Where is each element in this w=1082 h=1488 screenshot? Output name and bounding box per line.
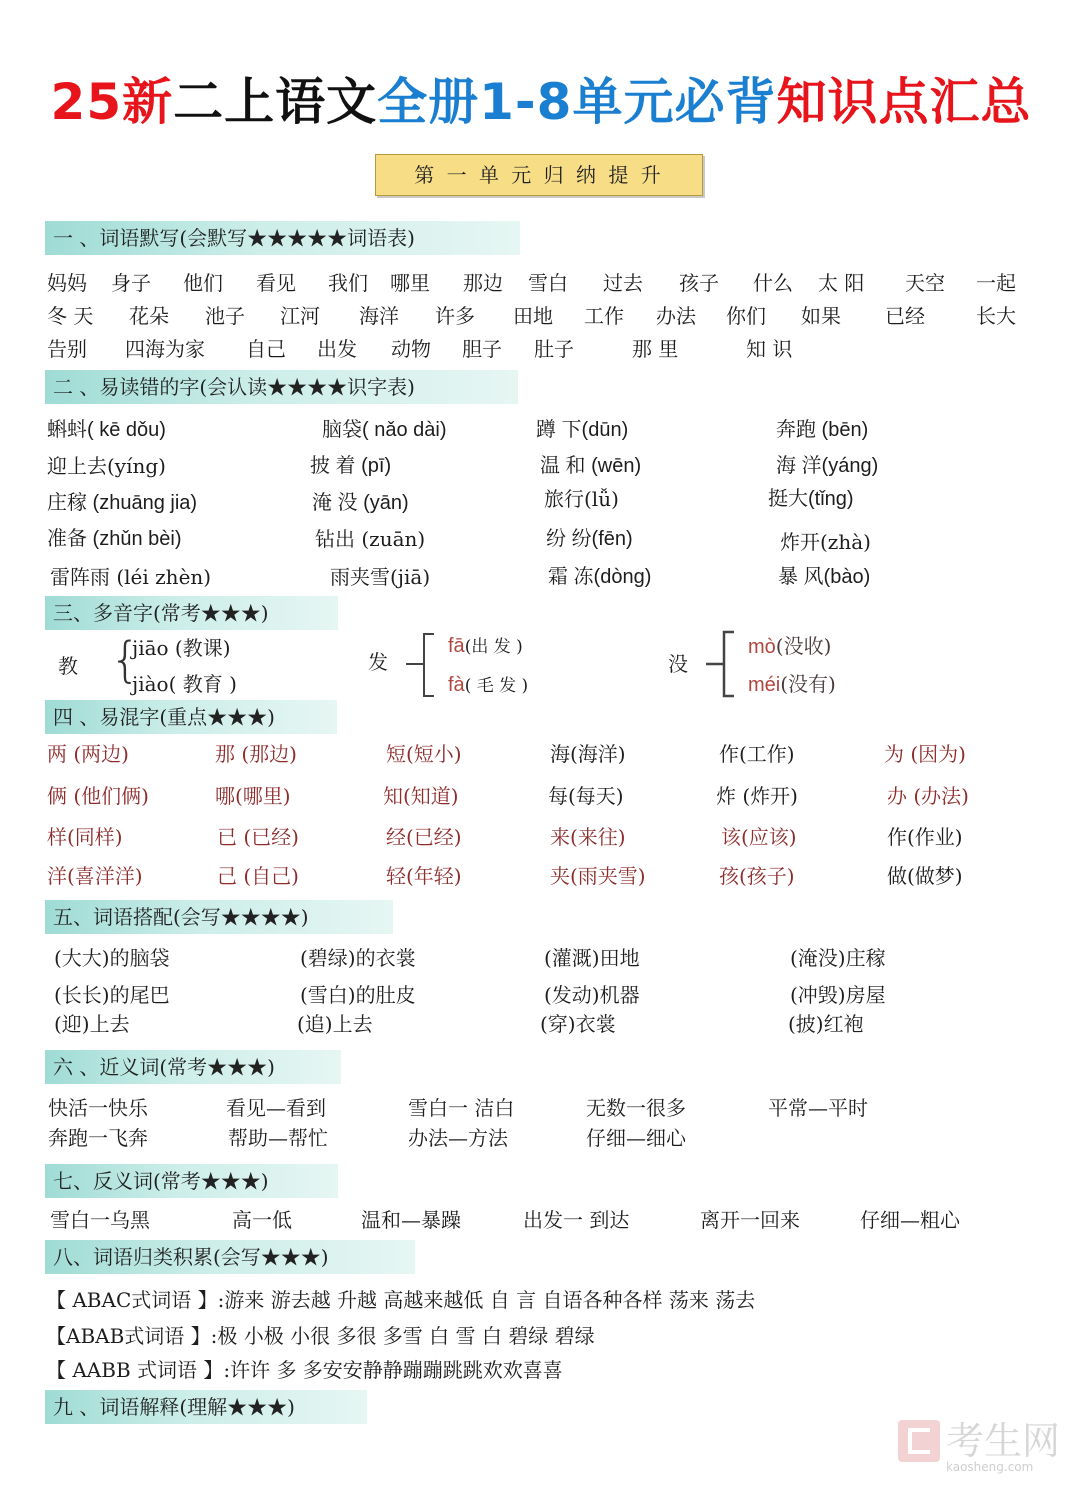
category-label: 【 ABAC式词语 】: [46, 1288, 218, 1312]
polyphone-reading: [748, 672, 836, 697]
word: 什么: [753, 271, 793, 295]
polyphone-reading: [748, 634, 831, 659]
collocation: (碧绿)的衣裳: [300, 946, 416, 970]
confusable: 经(已经): [386, 825, 462, 849]
synonym-pair: 办法—方法: [408, 1126, 508, 1150]
word: 孩子: [679, 271, 719, 295]
pinyin-item: 挺大(tǐng): [768, 488, 854, 510]
word: 过去: [603, 271, 643, 295]
word: 天空: [905, 271, 945, 295]
page-title: [0, 62, 1082, 134]
collocation: (淹没)庄稼: [790, 946, 886, 970]
confusable: 办 (办法): [887, 784, 969, 808]
title-part-3: 全册1-8单元必背: [377, 73, 777, 131]
pinyin: fà: [448, 674, 465, 696]
confusable: 每(每天): [548, 784, 624, 808]
polyphone-reading: [448, 672, 528, 698]
confusable: 轻(年轻): [386, 864, 462, 888]
synonym-pair: 快活一快乐: [48, 1096, 148, 1120]
word: 一起: [976, 271, 1016, 295]
s1-row-1: [0, 271, 1082, 295]
synonym-pair: 看见—看到: [226, 1096, 326, 1120]
polyphone-char-mei: 没: [668, 652, 688, 676]
collocation: (大大)的脑袋: [54, 946, 170, 970]
pinyin-item: 蹲 下(dūn): [536, 419, 629, 441]
bracket-icon: [400, 632, 440, 700]
antonym-pair: 出发一 到达: [523, 1208, 630, 1232]
word: 雪白: [528, 271, 568, 295]
collocation: (长长)的尾巴: [54, 983, 170, 1007]
pinyin-item: 奔跑 (bēn): [776, 419, 869, 441]
s5-row-1: [0, 946, 1082, 972]
pinyin-item: 披 着 (pī): [310, 455, 392, 477]
unit-label: 第 一 单 元 归 纳 提 升: [375, 154, 703, 196]
confusable: 做(做梦): [887, 864, 963, 888]
section-1-header: 一 、词语默写(会默写★★★★★词语表): [45, 221, 520, 255]
word: 出发: [317, 337, 357, 361]
word: 告别: [47, 337, 87, 361]
collocation: (冲毁)房屋: [790, 983, 886, 1007]
word: 田地: [513, 304, 553, 328]
collocation: (雪白)的肚皮: [300, 983, 416, 1007]
category-label: 【 AABB 式词语 】: [46, 1358, 224, 1382]
synonym-pair: 仔细—细心: [586, 1126, 686, 1150]
word: 已经: [885, 304, 925, 328]
word: 如果: [801, 304, 841, 328]
kaosheng-logo-icon: [898, 1420, 940, 1462]
pinyin-item: 淹 没 (yān): [312, 492, 409, 514]
collocation: (穿)衣裳: [540, 1012, 616, 1036]
s2-row-5: [0, 565, 1082, 591]
antonym-pair: 离开一回来: [700, 1208, 800, 1232]
collocation: (迎)上去: [54, 1012, 130, 1036]
pinyin-item: 纷 纷(fēn): [546, 528, 633, 550]
confusable: 已 (已经): [217, 825, 299, 849]
word: 办法: [656, 304, 696, 328]
confusable: 洋(喜洋洋): [47, 864, 143, 888]
category-words: :许许 多 多安安静静蹦蹦跳跳欢欢喜喜: [223, 1358, 563, 1382]
pinyin-item: 准备 (zhǔn bèi): [47, 528, 182, 550]
word: 知 识: [746, 337, 793, 361]
confusable: 孩(孩子): [719, 864, 795, 888]
s1-row-2: [0, 304, 1082, 328]
word: 工作: [584, 304, 624, 328]
polyphone-reading: [448, 633, 523, 659]
watermark-text: 考生网: [946, 1419, 1061, 1463]
antonym-pair: 高一低: [232, 1208, 292, 1232]
confusable: 为 (因为): [884, 742, 966, 766]
polyphone-char-jiao: 教: [58, 654, 78, 678]
pinyin: mò: [748, 636, 776, 658]
pinyin-item: 炸开(zhà): [780, 530, 871, 554]
word: 自己: [246, 337, 286, 361]
example: (出 发 ): [464, 637, 523, 657]
word: 哪里: [390, 271, 430, 295]
pinyin-item: 蝌蚪( kē dǒu): [47, 419, 166, 441]
confusable: 哪(哪里): [215, 784, 291, 808]
antonym-pair: 温和—暴躁: [361, 1208, 461, 1232]
synonym-pair: 奔跑一飞奔: [48, 1126, 148, 1150]
s2-row-3: [0, 487, 1082, 517]
s5-row-2: [0, 983, 1082, 1009]
category-words: :游来 游去越 升越 高越来越低 自 言 自语各种各样 荡来 荡去: [217, 1288, 756, 1312]
confusable: 那 (那边): [215, 742, 297, 766]
word: 那边: [463, 271, 503, 295]
word-category-abab: [46, 1324, 595, 1348]
word: 花朵: [129, 304, 169, 328]
synonym-pair: 无数一很多: [586, 1096, 686, 1120]
example: (没收): [775, 634, 832, 658]
antonym-pair: 仔细—粗心: [860, 1208, 960, 1232]
confusable: 作(工作): [719, 742, 795, 766]
word: 海洋: [359, 304, 399, 328]
word: 肚子: [534, 337, 574, 361]
pinyin-item: 脑袋( nǎo dài): [322, 419, 447, 441]
s4-row-1: [0, 742, 1082, 768]
collocation: (追)上去: [297, 1012, 373, 1036]
confusable: 炸 (炸开): [716, 784, 798, 808]
pinyin-item: 迎上去(yíng): [47, 454, 166, 478]
pinyin-item: 霜 冻(dòng): [548, 566, 652, 588]
section-9-header: 九 、词语解释(理解★★★): [45, 1390, 367, 1424]
word: 妈妈: [47, 271, 87, 295]
synonym-pair: 雪白一 洁白: [408, 1096, 515, 1120]
polyphone-char-fa: 发: [368, 650, 388, 674]
example: ( 毛 发 ): [464, 676, 529, 696]
polyphone-reading: jiāo (教课): [132, 636, 231, 660]
section-5-header: 五、词语搭配(会写★★★★): [45, 900, 393, 934]
word: 我们: [328, 271, 368, 295]
confusable: 海(海洋): [550, 742, 626, 766]
polyphone-reading: jiào( 教育 ): [132, 672, 237, 696]
pinyin-item: 雷阵雨 (léi zhèn): [50, 565, 212, 589]
word-category-aabb: [46, 1358, 563, 1382]
s2-row-2: [0, 454, 1082, 480]
confusable: 该(应该): [721, 825, 797, 849]
confusable: 来(来往): [550, 825, 626, 849]
synonym-pair: 平常—平时: [768, 1096, 868, 1120]
s4-row-3: [0, 825, 1082, 851]
word: 看见: [256, 271, 296, 295]
collocation: (灌溉)田地: [544, 946, 640, 970]
pinyin-item: 海 洋(yáng): [776, 455, 879, 477]
s6-row-2: [0, 1126, 1082, 1152]
word: 身子: [111, 271, 151, 295]
confusable: 知(知道): [383, 784, 459, 808]
collocation: (发动)机器: [544, 983, 640, 1007]
title-part-1: 25新: [50, 73, 174, 131]
word: 那 里: [632, 337, 679, 361]
s2-row-1: [0, 418, 1082, 444]
confusable: 己 (自己): [217, 864, 299, 888]
word: 许多: [435, 304, 475, 328]
section-2-header: 二 、易读错的字(会认读★★★★识字表): [45, 370, 518, 404]
word: 你们: [726, 304, 766, 328]
pinyin-item: 庄稼 (zhuāng jia): [47, 492, 198, 514]
pinyin-item: 雨夹雪(jiā): [330, 565, 431, 589]
word: 冬 天: [47, 304, 94, 328]
section-6-header: 六 、近义词(常考★★★): [45, 1050, 341, 1084]
word: 动物: [391, 337, 431, 361]
confusable: 夹(雨夹雪): [550, 864, 646, 888]
word: 他们: [183, 271, 223, 295]
category-words: :极 小极 小很 多很 多雪 白 雪 白 碧绿 碧绿: [210, 1324, 595, 1348]
pinyin-item: 暴 风(bào): [778, 566, 871, 588]
pinyin-item: 温 和 (wēn): [540, 455, 642, 477]
collocation: (披)红袍: [788, 1012, 864, 1036]
word: 长大: [976, 304, 1016, 328]
section-7-header: 七、反义词(常考★★★): [45, 1164, 338, 1198]
antonym-pair: 雪白一乌黑: [50, 1208, 150, 1232]
word: 池子: [205, 304, 245, 328]
s7-row: [0, 1208, 1082, 1234]
title-part-2: 二上语文: [173, 73, 378, 131]
word: 太 阳: [818, 271, 865, 295]
example: (没有): [780, 672, 836, 696]
confusable: 俩 (他们俩): [47, 784, 149, 808]
section-3-header: 三、多音字(常考★★★): [45, 596, 338, 630]
category-label: 【ABAB式词语 】: [46, 1324, 211, 1348]
confusable: 短(短小): [386, 742, 462, 766]
section-4-header: 四 、易混字(重点★★★): [45, 700, 337, 734]
s5-row-3: [0, 1012, 1082, 1038]
s1-row-3: [0, 337, 1082, 361]
word: 胆子: [462, 337, 502, 361]
watermark: [898, 1419, 1061, 1474]
bracket-icon: [700, 630, 740, 700]
pinyin: méi: [748, 674, 781, 696]
brace-icon: {: [110, 632, 141, 688]
confusable: 样(同样): [47, 825, 123, 849]
word: 江河: [280, 304, 320, 328]
word-category-abac: [46, 1288, 755, 1312]
confusable: 作(作业): [887, 825, 963, 849]
pinyin-item: 旅行(lǚ): [544, 487, 619, 511]
s4-row-2: [0, 784, 1082, 810]
pinyin: fā: [448, 635, 465, 657]
word: 四海为家: [125, 337, 205, 361]
s4-row-4: [0, 864, 1082, 890]
section-8-header: 八、词语归类积累(会写★★★): [45, 1240, 415, 1274]
confusable: 两 (两边): [47, 742, 129, 766]
title-part-4: 知识点汇总: [776, 73, 1032, 131]
pinyin-item: 钻出 (zuān): [315, 527, 426, 551]
s2-row-4: [0, 527, 1082, 553]
watermark-url: kaosheng.com: [946, 1460, 1034, 1474]
synonym-pair: 帮助—帮忙: [228, 1126, 328, 1150]
s6-row-1: [0, 1096, 1082, 1122]
